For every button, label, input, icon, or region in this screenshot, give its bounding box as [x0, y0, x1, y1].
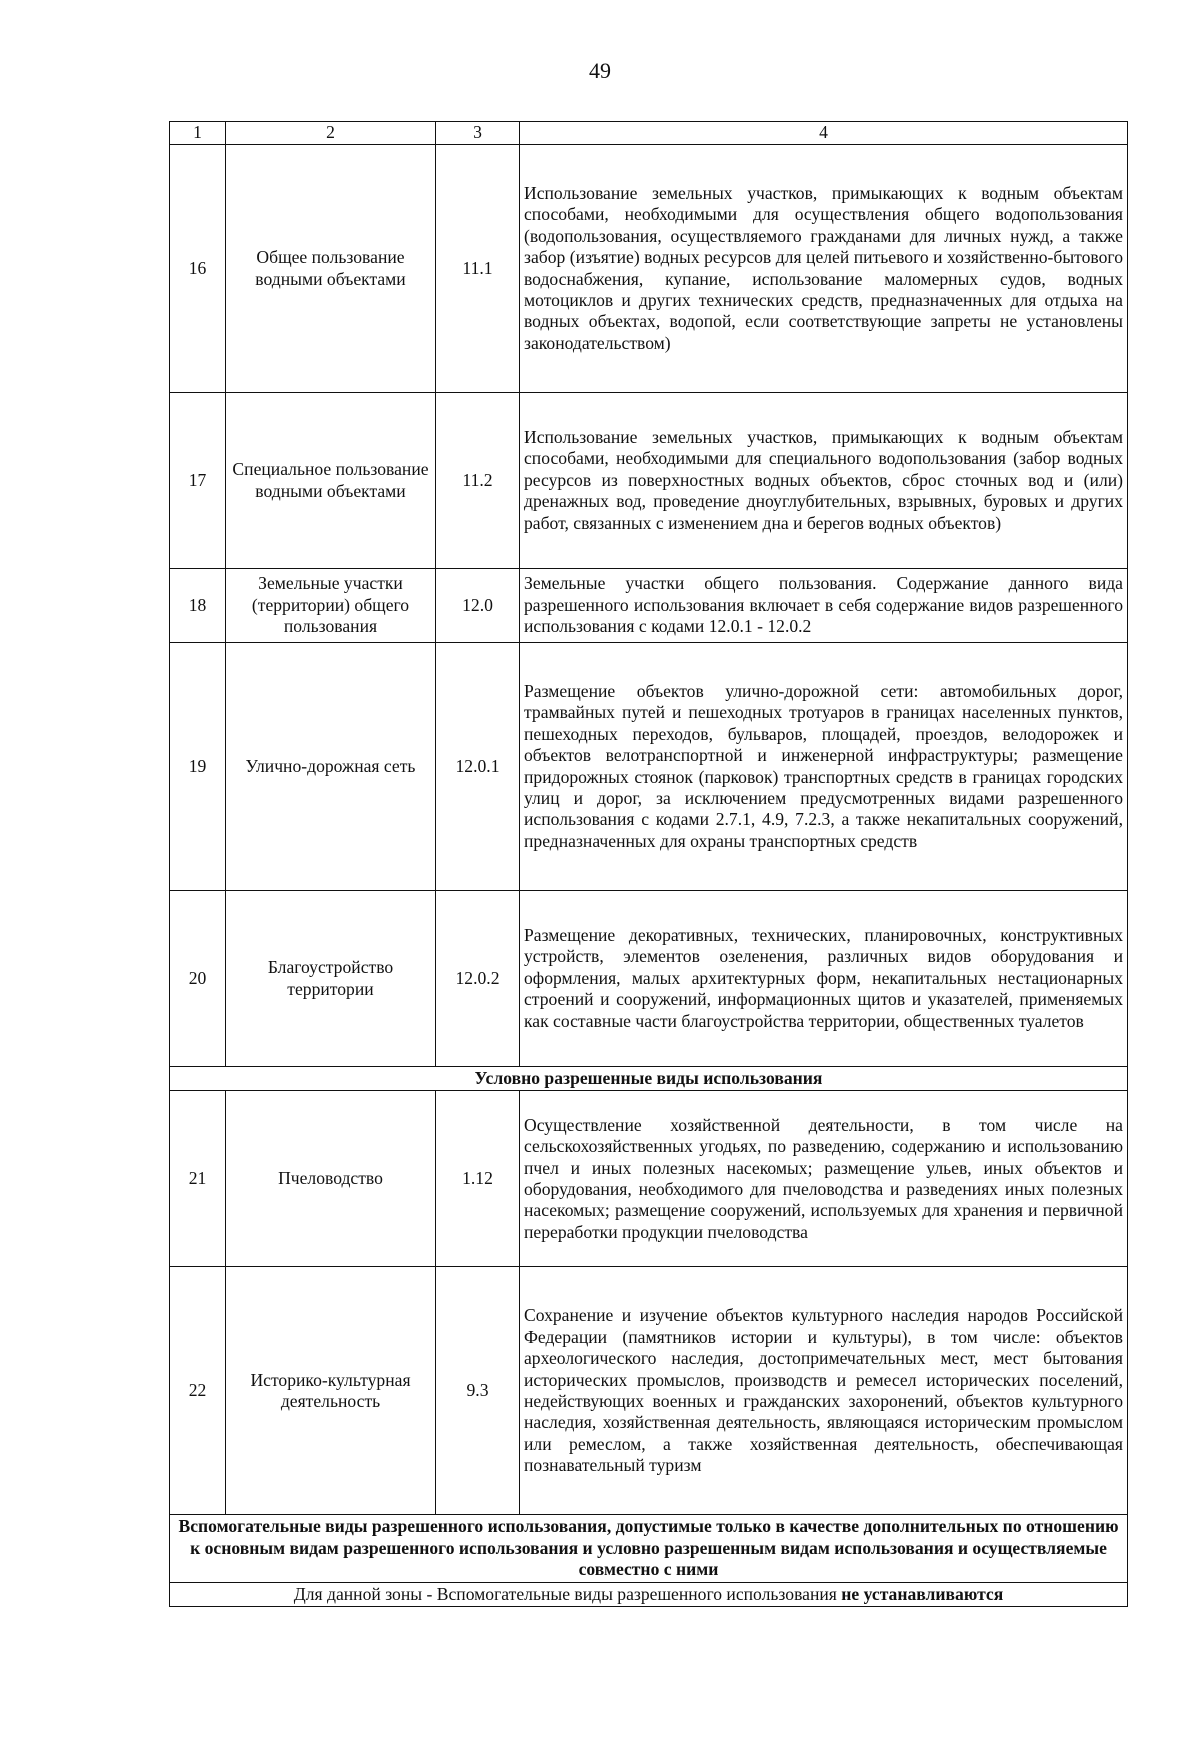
table-row: [170, 569, 1128, 643]
use-description: Размещение декоративных, технических, планировочных, конструктивных устройств, элементов озеленения, различных видов оборудования и оформления, малых архитектурных форм, некапитальных нестационарных строений и сооружений, информационных щитов и указателей, применяемых как составные части благоустройства территории, общественных туалетов: [520, 891, 1128, 1067]
footer-note-emphasis: не устанавливаются: [841, 1583, 1004, 1604]
table-row: [170, 1267, 1128, 1515]
row-number: 19: [170, 643, 226, 891]
table-row: [170, 145, 1128, 393]
land-use-table: [169, 121, 1128, 1607]
table-row: [170, 393, 1128, 569]
use-description: Земельные участки общего пользования. Содержание данного вида разрешенного использования включает в себя содержание видов разрешенного использования с кодами 12.0.1 - 12.0.2: [520, 569, 1128, 643]
use-name: Пчеловодство: [226, 1091, 436, 1267]
row-number: 22: [170, 1267, 226, 1515]
row-number: 16: [170, 145, 226, 393]
row-number: 18: [170, 569, 226, 643]
row-number: 21: [170, 1091, 226, 1267]
footer-note-text: Для данной зоны - Вспомогательные виды разрешенного использования: [293, 1583, 842, 1604]
section-row: [170, 1067, 1128, 1091]
use-description: Осуществление хозяйственной деятельности, в том числе на сельскохозяйственных угодьях, по разведению, содержанию и использованию пчел и иных полезных насекомых; размещение ульев, иных объектов и оборудования, необходимого для пчеловодства и разведениях иных полезных насекомых; размещение сооружений, используемых для хранения и первичной переработки продукции пчеловодства: [520, 1091, 1128, 1267]
use-name: Специальное пользование водными объектами: [226, 393, 436, 569]
table-row: [170, 891, 1128, 1067]
use-name: Историко-культурная деятельность: [226, 1267, 436, 1515]
use-description: Использование земельных участков, примыкающих к водным объектам способами, необходимыми для осуществления общего водопользования (водопользования, осуществляемого гражданами для личных нужд, а также забор (изъятие) водных ресурсов для целей питьевого и хозяйственно-бытового водоснабжения, купание, использование маломерных судов, водных мотоциклов и других технических средств, предназначенных для отдыха на водных объектах, водопой, если соответствующие запреты не установлены законодательством): [520, 145, 1128, 393]
use-name: Благоустройство территории: [226, 891, 436, 1067]
header-cell-3: 3: [436, 122, 520, 145]
use-name: Земельные участки (территории) общего пользования: [226, 569, 436, 643]
header-cell-4: 4: [520, 122, 1128, 145]
use-description: Использование земельных участков, примыкающих к водным объектам способами, необходимыми для специального водопользования (забор водных ресурсов из поверхностных водных объектов, сброс сточных вод и (или) дренажных вод, проведение дноуглубительных, взрывных, буровых и других работ, связанных с изменением дна и берегов водных объектов): [520, 393, 1128, 569]
row-number: 20: [170, 891, 226, 1067]
use-description: Размещение объектов улично-дорожной сети: автомобильных дорог, трамвайных путей и пешеходных тротуаров в границах населенных пунктов, пешеходных переходов, бульваров, площадей, проездов, велодорожек и объектов велотранспортной и инженерной инфраструктуры; размещение придорожных стоянок (парковок) транспортных средств в границах городских улиц и дорог, за исключением предусмотренных видами разрешенного использования с кодами 2.7.1, 4.9, 7.2.3, а также некапитальных сооружений, предназначенных для охраны транспортных средств: [520, 643, 1128, 891]
use-name: Общее пользование водными объектами: [226, 145, 436, 393]
use-code: 11.1: [436, 145, 520, 393]
use-code: 12.0.1: [436, 643, 520, 891]
use-name: Улично-дорожная сеть: [226, 643, 436, 891]
use-code: 12.0: [436, 569, 520, 643]
section-row: [170, 1515, 1128, 1582]
conditional-section-title: Условно разрешенные виды использования: [170, 1067, 1128, 1091]
footer-note: [170, 1582, 1128, 1606]
auxiliary-section-title: Вспомогательные виды разрешенного использования, допустимые только в качестве дополнительных по отношению к основным видам разрешенного использования и условно разрешенным видам использования и осуществляемые совместно с ними: [170, 1515, 1128, 1582]
footer-row: [170, 1582, 1128, 1606]
use-code: 11.2: [436, 393, 520, 569]
use-description: Сохранение и изучение объектов культурного наследия народов Российской Федерации (памятников истории и культуры), в том числе: объектов археологического наследия, достопримечательных мест, мест бытования исторических промыслов, производств и ремесел исторических поселений, недействующих военных и гражданских захоронений, объектов культурного наследия, хозяйственная деятельность, являющаяся историческим промыслом или ремеслом, а также хозяйственная деятельность, обеспечивающая познавательный туризм: [520, 1267, 1128, 1515]
use-code: 9.3: [436, 1267, 520, 1515]
row-number: 17: [170, 393, 226, 569]
use-code: 12.0.2: [436, 891, 520, 1067]
header-cell-2: 2: [226, 122, 436, 145]
page-number: 49: [589, 58, 611, 83]
table-row: [170, 643, 1128, 891]
header-row: [170, 122, 1128, 145]
header-cell-1: 1: [170, 122, 226, 145]
table-row: [170, 1091, 1128, 1267]
use-code: 1.12: [436, 1091, 520, 1267]
